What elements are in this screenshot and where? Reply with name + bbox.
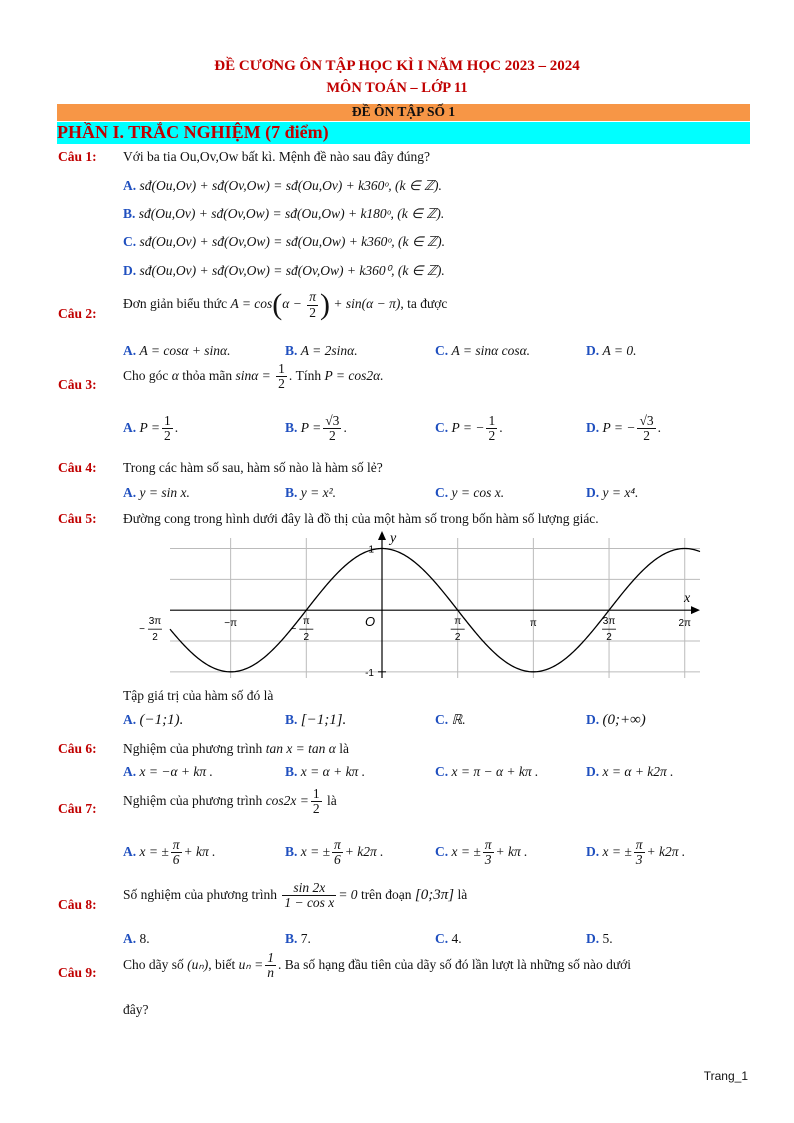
- option-a[interactable]: A. x = ± $\frac{\pi}{6}$ + kπ .: [123, 837, 216, 868]
- option-a[interactable]: A. P = $\frac{1}{2}$ .: [123, 413, 179, 444]
- option-a[interactable]: A. sđ(Ou,Ov) + sđ(Ov,Ow) = sđ(Ou,Ov) + k360ᵒ, (k ∈ ℤ).: [123, 178, 442, 193]
- option-a[interactable]: A. x = −α + kπ .: [123, 764, 213, 779]
- option-c[interactable]: C. x = ± $\frac{\pi}{3}$ + kπ .: [435, 837, 528, 868]
- option-b[interactable]: B. y = x².: [285, 485, 337, 500]
- option-a[interactable]: A. y = sin x.: [123, 485, 190, 500]
- graph-grid: [170, 538, 700, 678]
- cosine-graph: [139, 530, 700, 679]
- x-tick-label: −π: [224, 618, 238, 630]
- x-axis-label: x: [684, 591, 691, 607]
- option-b[interactable]: B. [−1;1].: [285, 712, 347, 728]
- question-label: Câu 2:: [58, 306, 97, 321]
- option-d[interactable]: D. sđ(Ou,Ov) + sđ(Ov,Ow) = sđ(Ov,Ow) + k360⁰, (k ∈ ℤ).: [123, 263, 445, 278]
- question-text: Đơn giản biểu thức A = cos(α − $\frac{\pi}{2}$ ) + sin(α − π), ta được: [123, 288, 448, 321]
- x-tick-label-sign: −: [290, 624, 297, 636]
- option-b[interactable]: B. x = α + kπ .: [285, 764, 366, 779]
- x-axis-arrow: [691, 606, 700, 614]
- page-number: Trang_1: [703, 1069, 748, 1083]
- option-c[interactable]: C. y = cos x.: [435, 485, 505, 500]
- option-c[interactable]: C. ℝ.: [435, 712, 466, 727]
- option-d[interactable]: D. x = α + k2π .: [586, 764, 674, 779]
- question-text: Trong các hàm số sau, hàm số nào là hàm số lẻ?: [123, 460, 383, 475]
- option-c[interactable]: C. sđ(Ou,Ov) + sđ(Ov,Ow) = sđ(Ou,Ow) + k360ᵒ, (k ∈ ℤ).: [123, 234, 445, 249]
- x-tick-label: 2π: [678, 618, 691, 630]
- x-tick-label-denominator: 2: [454, 632, 461, 644]
- option-b[interactable]: B. 7.: [285, 931, 311, 946]
- option-a[interactable]: A. (−1;1).: [123, 712, 184, 728]
- x-tick-label-numerator: 3π: [602, 616, 616, 628]
- exam-title: ĐỀ ÔN TẬP SỐ 1: [351, 104, 456, 119]
- question-text: Cho dãy số (uₙ), biết uₙ = $\frac{1}{n}$ . Ba số hạng đầu tiên của dãy số đó lần lượt là những số nào dưới: [123, 950, 632, 981]
- question-label: Câu 5:: [58, 511, 97, 526]
- x-tick-label-denominator: 2: [152, 632, 158, 644]
- option-d[interactable]: D. A = 0.: [586, 343, 637, 358]
- question-label: Câu 6:: [58, 741, 97, 756]
- option-b[interactable]: B. A = 2sinα.: [285, 343, 358, 358]
- option-d[interactable]: D. (0;+∞): [586, 712, 646, 728]
- question-text: Với ba tia Ou,Ov,Ow bất kì. Mệnh đề nào sau đây đúng?: [123, 149, 430, 164]
- question-label: Câu 9:: [58, 965, 97, 980]
- option-b[interactable]: B. sđ(Ou,Ov) + sđ(Ov,Ow) = sđ(Ou,Ow) + k180ᵒ, (k ∈ ℤ).: [123, 206, 445, 221]
- question-text: Đường cong trong hình dưới đây là đồ thị của một hàm số trong bốn hàm số lượng giác.: [123, 511, 599, 526]
- option-d[interactable]: D. 5.: [586, 931, 613, 946]
- x-tick-label-numerator: π: [454, 616, 462, 628]
- y-axis-label: y: [390, 531, 397, 546]
- x-tick-label-sign: −: [139, 624, 145, 636]
- origin-label: O: [365, 614, 376, 630]
- question-label: Câu 4:: [58, 460, 97, 475]
- question-label: Câu 1:: [58, 149, 97, 164]
- question-text: Nghiệm của phương trình tan x = tan α là: [123, 741, 350, 756]
- question-text: Tập giá trị của hàm số đó là: [123, 688, 274, 703]
- question-label: Câu 7:: [58, 801, 97, 816]
- question-text: Cho góc α thỏa mãn sinα = $\frac{1}{2}$ . Tính P = cos2α.: [123, 361, 384, 392]
- question-label: Câu 8:: [58, 897, 97, 912]
- option-a[interactable]: A. A = cosα + sinα.: [123, 343, 231, 358]
- option-d[interactable]: D. P = − $\frac{√3}{2}$ .: [586, 413, 662, 444]
- option-c[interactable]: C. x = π − α + kπ .: [435, 764, 539, 779]
- x-tick-label: π: [529, 618, 537, 630]
- option-c[interactable]: C. 4.: [435, 931, 462, 946]
- question-text: Nghiệm của phương trình cos2x = $\frac{1}{2}$ là: [123, 786, 337, 817]
- option-b[interactable]: B. x = ± $\frac{\pi}{6}$ + k2π .: [285, 837, 384, 868]
- section-title: PHẦN I. TRẮC NGHIỆM (7 điểm): [57, 122, 329, 142]
- x-tick-label-denominator: 2: [606, 632, 612, 644]
- subject-line: MÔN TOÁN – LỚP 11: [326, 80, 468, 96]
- y-tick-label: -1: [365, 667, 374, 679]
- question-label: Câu 3:: [58, 377, 97, 392]
- option-c[interactable]: C. A = sinα cosα.: [435, 343, 531, 358]
- x-tick-label-numerator: 3π: [148, 616, 162, 628]
- question-text-cont: đây?: [123, 1002, 149, 1017]
- option-d[interactable]: D. x = ± $\frac{\pi}{3}$ + k2π .: [586, 837, 686, 868]
- y-tick-label: 1: [368, 544, 374, 556]
- option-a[interactable]: A. 8.: [123, 931, 150, 946]
- x-tick-label-numerator: π: [302, 616, 310, 628]
- option-b[interactable]: B. P = $\frac{√3}{2}$ .: [285, 413, 347, 444]
- x-tick-label-denominator: 2: [303, 632, 310, 644]
- option-d[interactable]: D. y = x⁴.: [586, 485, 639, 500]
- question-text: Số nghiệm của phương trình $\frac{\sin 2x}{\text{1 − cos x}}$ = 0 trên đoạn [0;3π] là: [123, 880, 468, 911]
- y-axis-arrow: [378, 531, 386, 540]
- document-title: ĐỀ CƯƠNG ÔN TẬP HỌC KÌ I NĂM HỌC 2023 – 2024: [214, 58, 580, 74]
- option-c[interactable]: C. P = − $\frac{1}{2}$ .: [435, 413, 503, 444]
